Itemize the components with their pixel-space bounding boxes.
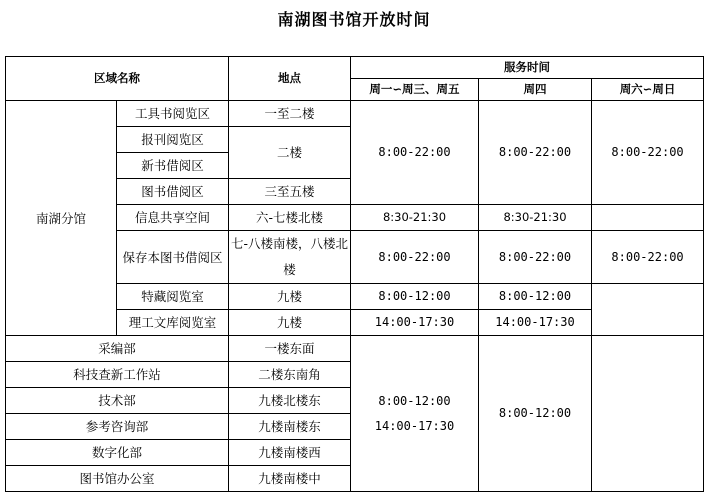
dept-location: 九楼南楼东 — [229, 414, 351, 440]
area-name: 工具书阅览区 — [117, 101, 229, 127]
hours-thursday: 8:00-22:00 — [479, 101, 592, 205]
area-name: 保存本图书借阅区 — [117, 231, 229, 284]
area-name: 图书借阅区 — [117, 179, 229, 205]
hours-weekend — [592, 205, 704, 231]
dept-location: 一楼东面 — [229, 336, 351, 362]
hours-weekend: 8:00-22:00 — [592, 231, 704, 284]
area-location: 九楼 — [229, 284, 351, 310]
hours-morning: 8:00-12:00 — [378, 394, 451, 409]
hours-weekdays: 8:30-21:30 — [351, 205, 479, 231]
header-service-time: 服务时间 — [351, 57, 704, 79]
hours-thursday: 8:30-21:30 — [479, 205, 592, 231]
area-location: 二楼 — [229, 127, 351, 179]
hours-weekend: 8:00-22:00 — [592, 101, 704, 205]
area-location: 九楼 — [229, 310, 351, 336]
page-title: 南湖图书馆开放时间 — [277, 10, 431, 29]
hours-weekdays: 8:00-22:00 — [351, 101, 479, 205]
dept-name: 科技查新工作站 — [6, 362, 229, 388]
hours-thursday: 8:00-12:00 — [479, 336, 592, 492]
dept-name: 采编部 — [6, 336, 229, 362]
dept-location: 二楼东南角 — [229, 362, 351, 388]
branch-name: 南湖分馆 — [6, 101, 117, 336]
area-location: 七-八楼南楼，八楼北楼 — [229, 231, 351, 284]
dept-name: 技术部 — [6, 388, 229, 414]
hours-weekdays: 14:00-17:30 — [351, 310, 479, 336]
header-location: 地点 — [229, 57, 351, 101]
hours-weekdays: 8:00-12:00 — [351, 284, 479, 310]
hours-thursday: 8:00-12:00 — [479, 284, 592, 310]
hours-weekdays: 8:00-22:00 — [351, 231, 479, 284]
hours-weekdays — [351, 336, 479, 492]
area-name: 信息共享空间 — [117, 205, 229, 231]
header-weekend: 周六∽周日 — [592, 79, 704, 101]
dept-name: 数字化部 — [6, 440, 229, 466]
dept-location: 九楼南楼中 — [229, 466, 351, 492]
hours-weekend — [592, 336, 704, 492]
area-name: 报刊阅览区 — [117, 127, 229, 153]
opening-hours-table — [5, 56, 704, 492]
dept-name: 图书馆办公室 — [6, 466, 229, 492]
dept-location: 九楼北楼东 — [229, 388, 351, 414]
area-location: 三至五楼 — [229, 179, 351, 205]
area-name: 理工文库阅览室 — [117, 310, 229, 336]
area-name: 特藏阅览室 — [117, 284, 229, 310]
hours-thursday: 8:00-22:00 — [479, 231, 592, 284]
dept-location: 九楼南楼西 — [229, 440, 351, 466]
header-weekdays: 周一∽周三、周五 — [351, 79, 479, 101]
area-name: 新书借阅区 — [117, 153, 229, 179]
area-location: 六-七楼北楼 — [229, 205, 351, 231]
dept-name: 参考咨询部 — [6, 414, 229, 440]
hours-weekend — [592, 284, 704, 336]
hours-thursday: 14:00-17:30 — [479, 310, 592, 336]
hours-afternoon: 14:00-17:30 — [374, 418, 455, 433]
header-area: 区域名称 — [6, 57, 229, 101]
header-thursday: 周四 — [479, 79, 592, 101]
area-location: 一至二楼 — [229, 101, 351, 127]
